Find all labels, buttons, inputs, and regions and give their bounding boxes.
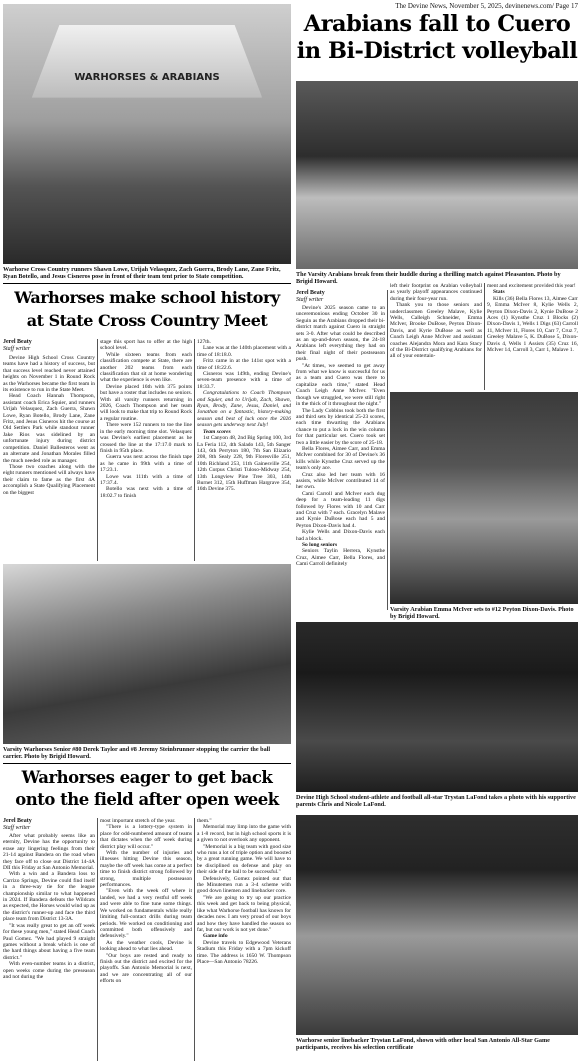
team-tent-text: WARHORSES & ARABIANS	[74, 71, 220, 83]
paragraph: Devine High School Cross Country teams have had a history of success, but that success level reached never attained heights on November 1 in Round Rock as the Warhorses became the first team in its existence to run in the State Meet.	[3, 355, 95, 394]
crosscountry-headline-line1: Warhorses make school history	[14, 288, 280, 307]
volleyball-role: Staff writer	[296, 297, 324, 303]
paragraph: 127th.	[197, 339, 211, 345]
paragraph: The Lady Cobbins took both the first and third sets by identical 25-23 scores, each time thwarting the Arabians chance to put a lock in the win column for that particular set. Cuero took set two a little easier by the score of 25-18.	[296, 407, 385, 446]
subhead: Game info	[203, 933, 228, 940]
allstar-group-caption: Warhorse senior linebacker Trystan LaFond, shown with other local San Antonio All-Star Game participants, receives his selection certificate	[296, 1037, 550, 1052]
paragraph: "It was really great to get an off week for these young men," stated Head Coach Paul Gomez. "We had played 9 straight games without a break which is one of the hard things about having a five team district."	[3, 922, 95, 961]
paragraph: While sixteen teams from each classification compete at State, there are another 202 teams from each classification that sit at home wondering what the experience is even like.	[100, 351, 192, 384]
subhead: Team scores	[203, 428, 231, 435]
allstar-family-photo	[296, 622, 578, 792]
paragraph: Congratulations to Coach Thompson and Squier, and to Urijah, Zach, Shawn, Ryan, Brody, Zane, Jesus, Daniel, and Jonathan on a fantastic, history-making season and best of luck once the 2026 season gets underway next July!	[197, 390, 291, 429]
paragraph: stage this sport has to offer at the high school level.	[100, 339, 192, 352]
football-role: Staff writer	[3, 825, 31, 831]
football-column-2	[100, 818, 192, 1061]
paragraph: With the number of injuries and illnesses hitting Devine this season, maybe the off week has come at a perfect time to finish district strong followed by strong, multiple postseason performances.	[100, 850, 192, 889]
team-tent	[32, 25, 262, 98]
volleyball-column-2	[390, 283, 482, 390]
allstar-family-caption: Devine High School student-athlete and football all-star Trystan LaFond takes a photo with his supportive parents Chris and Nicole LaFond.	[296, 794, 576, 809]
column-divider	[97, 818, 98, 1061]
column-divider	[194, 818, 195, 1061]
paragraph: With a win and a Bandera loss to Carrizo Springs, Devine could find itself in a three-way tie for the league championship similar to what happened in 2024. If Bandera defeats the Wildcats as expected, the Horses would wind up as the district's runner-up and face the third place team from District 13-3A.	[3, 871, 95, 923]
paragraph: most important stretch of the year.	[100, 818, 176, 824]
paragraph: Lowe was 111th with a time of 17:37.4.	[100, 473, 192, 486]
crosscountry-column-3	[197, 339, 291, 561]
paragraph: "Even with the week off where it landed, we had a very restful off week and were able to fine tune some things. We worked on fundamentals while really limiting full-contact drills during team periods. We worked on conditioning and committed both offensively and defensively."	[100, 888, 192, 940]
section-rule	[3, 283, 291, 284]
paragraph: "At times, we seemed to get away from what we know is successful for us as a team and Cuero was there to capitalize each time," stated Head Coach Leigh Anne McIver. "Even though we struggled, we were still right in the thick of it throughout the night."	[296, 362, 385, 408]
paragraph: Defensively, Gomez pointed out that the Minutemen run a 3-4 scheme with good down linemen and linebacker core.	[197, 875, 291, 895]
column-divider	[97, 339, 98, 561]
subhead: Stats	[493, 289, 505, 296]
volleyball-huddle-photo	[296, 81, 578, 269]
paragraph: Fritz came in at the 141st spot with a time of 18:22.6.	[197, 358, 291, 371]
section-rule	[3, 763, 291, 764]
column-divider	[194, 339, 195, 561]
paragraph: Devine travels to Edgewood Veterans Stadium this Friday with a 7pm kickoff time. The address is 1650 W. Thompson Place—San Antonio 78226.	[197, 939, 291, 965]
paragraph: "Our boys are rested and ready to finish out the district and excited for the playoffs. San Antonio Memorial is next, and we are concentrating all of our efforts on	[100, 952, 192, 985]
football-headline-line1: Warhorses eager to get back	[21, 768, 273, 787]
paragraph: left their footprint on Arabian volleyball as yearly playoff appearances continued during their four-year run.	[390, 283, 482, 302]
paragraph: Those two coaches along with the eight runners mentioned will always have their claim to fame as the first 4A accomplish a State Qualifying Placement on the biggest	[3, 463, 95, 496]
paragraph: Seniors Taylin Herrera, Kynsthe Cruz, Aimee Carr, Bella Flores, and Cami Carroll definitely	[296, 548, 385, 568]
subhead: So long seniors	[302, 542, 338, 549]
volleyball-byline: Jerel Beaty	[296, 290, 325, 296]
paragraph: With even-number teams in a district, open weeks come during the preseason and not during the	[3, 961, 95, 980]
xc-team-caption: Warhorse Cross Country runners Shawn Lowe, Urijah Velasquez, Zach Guerra, Brody Lane, Zane Fritz, Ryan Botello, and Jesus Cisneros pose in front of their team tent prior to State competition.	[3, 266, 281, 281]
crosscountry-byline: Jerel Beaty	[3, 339, 32, 345]
volleyball-serve-caption: Varsity Arabian Emma McIver sets to #12 Peyton Dixon-Davis. Photo by Brigid Howard.	[390, 606, 574, 621]
football-column-1	[3, 833, 95, 1061]
volleyball-column-3	[487, 283, 578, 390]
masthead: The Devine News, November 5, 2025, devinenews.com/ Page 17	[395, 2, 578, 10]
paragraph: Thank you to those seniors and underclassmen Greeley Malave, Kylie Wells, Calleigh Schneider, Emma McIver, Brooke DuBose, Peyton Dixon-Davis, and Kyrie DuBose as well as Coach Leigh Anne McIver and assistant coaches Alejandra Mora and Kara Stacy of the Bi-District qualifying Arabians for all of your entertain-	[390, 302, 482, 360]
crosscountry-headline-line2: at State Cross Country Meet	[26, 311, 268, 330]
paragraph: Devine placed 16th with 375 points but have a roster that includes no seniors. With all varsity runners returning in 2026, Coach Thompson and her team will look to make that trip to Round Rock a regular routine.	[100, 383, 192, 422]
paragraph: Kills (36) Bella Flores 13, Aimee Carr 9, Emma McIver 8, Kylie Wells 2, Peyton Dixon-Davis 2, Kynie DuBose 2 Aces (1) Kynsthe Cruz 1 Blocks (2) Dixon-Davis 1, Wells 1 Digs (63) Carroll 11, McIver 11, Flores 10, Carr 7, Cruz 7, Greeley Malave 5, K. DuBose 5, Dixon-Davis 4, Wells 1 Assists (35) Cruz 16, McIver 14, Carroll 3, Carr 1, Malave 1.	[487, 295, 578, 354]
football-play-photo	[3, 564, 291, 744]
paragraph: As the weather cools, Devine is looking ahead to what lies ahead.	[100, 939, 192, 953]
paragraph: Devine's 2025 season came to an unceremonious ending October 30 in Seguin as the Arabians dropped their bi-district match against Cuero in straight sets 3-0. After what could be described as an up-and-down season, the 24-18 Arabians left everything they had on their final night of their postseason push.	[296, 305, 385, 363]
crosscountry-column-1	[3, 355, 95, 561]
paragraph: 1st Canyon 48, 2nd Big Spring 100, 3rd La Feria 112, 4th Salado 143, 5th Sanger 143, 6th Perryton 180, 7th San Elizario 208, 8th Sealy 228, 9th Floresville 251, 10th Richland 253, 11th Gainesville 254, 12th Corpus Christi Tuloso-Midway 254, 13th Longview Pine Tree 303, 14th Burnet 312, 15th Huffman Hargrave 354, 16th Devine 375.	[197, 435, 291, 493]
paragraph: Guerra was next across the finish tape as he came in 99th with a time of 17:23.1.	[100, 454, 192, 474]
paragraph: Kylie Wells and Dixon-Davis each had a block.	[296, 529, 385, 542]
paragraph: "We are going to try up our practice this week and get back to being physical, like what Warhorse football has known for decades now. I am very proud of our boys and how they have handled the season so far, but our work is not yet done."	[197, 894, 291, 933]
paragraph: Cami Carroll and McIver each dug deep for a team-leading 11 digs followed by Flores with 10 and Carr and Cruz with 7 each. Gracelyn Malave and Kynie DuBose each had 5 and Peyton Dixon-Davis had 4.	[296, 490, 385, 529]
football-play-caption: Varsity Warhorses Senior #80 Derek Taylor and #8 Jeremy Steinbrunner stopping the carrier the ball carrier. Photo by Brigid Howard.	[3, 746, 271, 761]
xc-team-photo	[3, 4, 291, 264]
volleyball-column-1	[296, 305, 385, 610]
crosscountry-role: Staff writer	[3, 346, 31, 352]
paragraph: Bella Flores, Aimee Carr, and Emma McIver combined for 30 of Devine's 36 kills while Kynsthe Cruz served up the team's only ace.	[296, 445, 385, 472]
paragraph: ment and excitement provided this year!	[487, 283, 576, 289]
paragraph: Head Coach Hannah Thompson, assistant coach Erica Squier, and runners Urijah Velasquez, Zach Guerra, Shawn Lowe, Ryan Botello, Brody Lane, Zane Fritz, and Jesus Cisneros hit the course at Old Settlers Park while standout runner Jake Rios was sidelined by an unfortunate injury during district competition. Daniel Ballesteros went as an alternate and Jonathan Morales filled the much needed role as manager.	[3, 393, 95, 464]
column-divider	[484, 283, 485, 390]
volleyball-serve-photo	[390, 392, 578, 604]
volleyball-headline-line1: Arabians fall to Cuero	[303, 11, 571, 37]
paragraph: There were 152 runners to toe the line in the early morning time slot. Velasquez was Devine's earliest placement as he crossed the line at the 17:17.0 mark to finish in 95th place.	[100, 422, 192, 454]
paragraph: "Memorial is a big team with good size who runs a lot of triple option and boosted by a great running game. We will have to be disciplined on defense and play on their side of the ball to be successful."	[197, 843, 291, 876]
allstar-group-photo	[296, 815, 578, 1035]
football-byline: Jerel Beaty	[3, 818, 32, 824]
paragraph: them."	[197, 818, 212, 824]
paragraph: Cisneros was 149th, ending Devine's seven-team presence with a time of 18:33.7.	[197, 371, 291, 390]
volleyball-huddle-caption: The Varsity Arabians break from their huddle during a thrilling match against Pleasanton. Photo by Brigid Howard.	[296, 271, 561, 286]
paragraph: Cruz also led her team with 16 assists, while McIver contributed 14 of her own.	[296, 471, 385, 491]
paragraph: After what probably seems like an eternity, Devine has the opportunity to erase any lingering feelings from their 21-14 against Bandera on the road when they face off to close out District 14-4A DII this Friday at San Antonio Memorial.	[3, 833, 95, 872]
paragraph: Lane was at the 140th placement with a time of 18:18.0.	[197, 345, 291, 358]
crosscountry-column-2	[100, 339, 192, 561]
column-divider	[387, 290, 388, 610]
volleyball-headline-line2: in Bi-District volleyball	[296, 38, 578, 64]
paragraph: "There is a lottery-type system in place for odd-numbered amount of teams that dictates when the off week during district play will occur."	[100, 824, 192, 850]
paragraph: Memorial may limp into the game with a 1-8 record, but in high school sports it is a given to not overlook any opponent.	[197, 824, 291, 844]
football-column-3	[197, 818, 291, 1061]
football-headline-line2: onto the field after open week	[15, 790, 279, 809]
paragraph: Botello was next with a time of 18:02.7 to finish	[100, 486, 192, 499]
